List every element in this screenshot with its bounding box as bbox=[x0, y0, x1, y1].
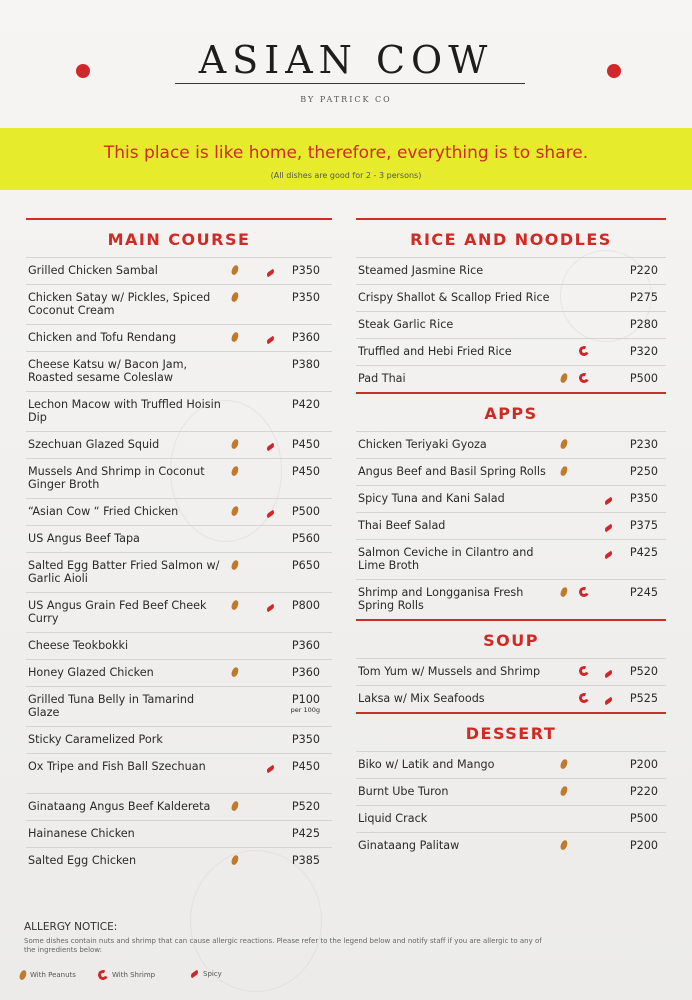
peanut-icon bbox=[561, 786, 567, 799]
menu-item-name: Chicken and Tofu Rendang bbox=[28, 331, 177, 344]
menu-item-price bbox=[260, 358, 320, 371]
menu-item-price-value: P220 bbox=[629, 785, 658, 798]
shrimp-icon bbox=[579, 587, 589, 600]
menu-item bbox=[26, 284, 332, 324]
menu-item-price-value: P250 bbox=[629, 465, 658, 478]
chili-icon bbox=[604, 666, 613, 679]
menu-item-name: Grilled Chicken Sambal bbox=[28, 264, 158, 277]
menu-item-price-value: P200 bbox=[629, 758, 658, 771]
menu-item-name: Salted Egg Batter Fried Salmon w/ Garlic Aioli bbox=[28, 559, 220, 585]
menu-item-price-value: P500 bbox=[629, 812, 658, 825]
menu-item-price bbox=[598, 345, 658, 358]
menu-item-name: “Asian Cow “ Fried Chicken bbox=[28, 505, 179, 518]
menu-item-price-value: P360 bbox=[291, 639, 320, 652]
menu-item bbox=[26, 659, 332, 686]
left-column bbox=[26, 218, 332, 874]
menu-item-name: Chicken Teriyaki Gyoza bbox=[358, 438, 487, 451]
rice-noodles-list bbox=[356, 257, 666, 392]
brand-title: ASIAN COW bbox=[198, 38, 494, 82]
menu-item-price-value: P320 bbox=[629, 345, 658, 358]
menu-item bbox=[356, 311, 666, 338]
legend-peanut-label: With Peanuts bbox=[30, 971, 76, 979]
peanut-icon bbox=[561, 840, 567, 853]
section-title-dessert: DESSERT bbox=[465, 724, 557, 743]
menu-item bbox=[356, 778, 666, 805]
shrimp-icon bbox=[579, 693, 589, 706]
menu-item-price-value: P650 bbox=[291, 559, 320, 572]
menu-item-price bbox=[260, 693, 320, 714]
menu-item-price-value: P380 bbox=[291, 358, 320, 371]
peanut-icon bbox=[232, 292, 238, 305]
menu-item-price-value: P350 bbox=[291, 291, 320, 304]
section-title-soup: SOUP bbox=[483, 631, 539, 650]
legend-shrimp bbox=[98, 970, 155, 980]
tagline: This place is like home, therefore, everything is to share. bbox=[103, 143, 589, 163]
menu-item-name: Lechon Macow with Truffled Hoisin Dip bbox=[28, 398, 221, 424]
menu-item-price bbox=[598, 785, 658, 798]
menu-item-price bbox=[598, 291, 658, 304]
menu-item bbox=[356, 805, 666, 832]
section-title-rice-noodles: RICE AND NOODLES bbox=[410, 230, 612, 249]
menu-item-name: Szechuan Glazed Squid bbox=[28, 438, 160, 451]
peanut-icon bbox=[232, 332, 238, 345]
legend-shrimp-label: With Shrimp bbox=[112, 971, 156, 979]
menu-item-price-value: P350 bbox=[291, 264, 320, 277]
menu-item-name: Cheese Katsu w/ Bacon Jam, Roasted sesame Coleslaw bbox=[28, 358, 188, 384]
menu-item-price bbox=[260, 639, 320, 652]
menu-item-name: Grilled Tuna Belly in Tamarind Glaze bbox=[28, 693, 195, 719]
menu-item-name: Honey Glazed Chicken bbox=[28, 666, 154, 679]
allergy-title: ALLERGY NOTICE: bbox=[24, 921, 118, 933]
shrimp-icon bbox=[579, 666, 589, 679]
menu-item-price-value: P560 bbox=[291, 532, 320, 545]
menu-item-name: Steamed Jasmine Rice bbox=[358, 264, 484, 277]
legend-spicy-label: Spicy bbox=[203, 970, 222, 978]
menu-item-price bbox=[260, 666, 320, 679]
menu-item bbox=[26, 686, 332, 726]
menu-item bbox=[356, 338, 666, 365]
menu-item-name: US Angus Beef Tapa bbox=[28, 532, 140, 545]
menu-item-price-value: P360 bbox=[291, 666, 320, 679]
menu-item bbox=[356, 539, 666, 579]
peanut-icon bbox=[18, 969, 27, 981]
menu-item-price bbox=[260, 733, 320, 746]
menu-item-price-value: P800 bbox=[291, 599, 320, 612]
menu-item bbox=[356, 579, 666, 619]
brand-underline bbox=[175, 83, 525, 84]
menu-item-name: Sticky Caramelized Pork bbox=[28, 733, 163, 746]
peanut-icon bbox=[232, 506, 238, 519]
menu-item-price-value: P230 bbox=[629, 438, 658, 451]
menu-item-name: Truffled and Hebi Fried Rice bbox=[358, 345, 512, 358]
menu-item-price-value: P520 bbox=[629, 665, 658, 678]
menu-item-name: Tom Yum w/ Mussels and Shrimp bbox=[358, 665, 541, 678]
peanut-icon bbox=[232, 439, 238, 452]
menu-item-price bbox=[260, 398, 320, 411]
menu-item bbox=[26, 324, 332, 351]
dessert-list bbox=[356, 751, 666, 859]
menu-item-price-value: P525 bbox=[629, 692, 658, 705]
menu-item-name: Cheese Teokbokki bbox=[28, 639, 129, 652]
menu-item bbox=[356, 485, 666, 512]
menu-item-name: Hainanese Chicken bbox=[28, 827, 135, 840]
legend-spicy bbox=[190, 970, 222, 978]
menu-item-name: Mussels And Shrimp in Coconut Ginger Broth bbox=[28, 465, 205, 491]
menu-item-name: Pad Thai bbox=[358, 372, 406, 385]
menu-item bbox=[26, 632, 332, 659]
peanut-icon bbox=[232, 801, 238, 814]
chili-icon bbox=[266, 761, 275, 774]
menu-item bbox=[26, 391, 332, 431]
menu-item-name: Crispy Shallot & Scallop Fried Rice bbox=[358, 291, 550, 304]
menu-item-price bbox=[260, 291, 320, 304]
menu-item-price-value: P275 bbox=[629, 291, 658, 304]
chili-icon bbox=[266, 439, 275, 452]
chili-icon bbox=[266, 600, 275, 613]
menu-item-name: Chicken Satay w/ Pickles, Spiced Coconut Cream bbox=[28, 291, 211, 317]
menu-item-price-value: P450 bbox=[291, 760, 320, 773]
menu-item-name: Salted Egg Chicken bbox=[28, 854, 137, 867]
menu-item-price-value: P420 bbox=[291, 398, 320, 411]
menu-item-price-value: P350 bbox=[291, 733, 320, 746]
shrimp-icon bbox=[579, 346, 589, 359]
section-title-main-course: MAIN COURSE bbox=[107, 230, 251, 249]
menu-item bbox=[26, 351, 332, 391]
menu-item-name: Spicy Tuna and Kani Salad bbox=[358, 492, 505, 505]
peanut-icon bbox=[561, 587, 567, 600]
menu-item-price bbox=[598, 758, 658, 771]
menu-item bbox=[356, 512, 666, 539]
menu-item bbox=[356, 685, 666, 712]
menu-item-price-value: P500 bbox=[291, 505, 320, 518]
menu-item-name: Ginataang Palitaw bbox=[358, 839, 460, 852]
menu-item-price-value: P280 bbox=[629, 318, 658, 331]
peanut-icon bbox=[561, 439, 567, 452]
peanut-icon bbox=[232, 600, 238, 613]
menu-item-name: Laksa w/ Mix Seafoods bbox=[358, 692, 485, 705]
menu-item bbox=[26, 847, 332, 874]
chili-icon bbox=[604, 547, 613, 560]
menu-item-price-value: P425 bbox=[629, 546, 658, 559]
menu-item-price-note: per 100g bbox=[290, 706, 320, 714]
menu-item bbox=[26, 458, 332, 498]
menu-item bbox=[26, 525, 332, 552]
menu-item-price-value: P100 bbox=[291, 693, 320, 706]
menu-item bbox=[356, 365, 666, 392]
menu-item-price-value: P425 bbox=[291, 827, 320, 840]
menu-item-price bbox=[598, 839, 658, 852]
chili-icon bbox=[190, 970, 200, 978]
menu-item-price bbox=[598, 438, 658, 451]
menu-item-price bbox=[260, 559, 320, 572]
peanut-icon bbox=[232, 667, 238, 680]
menu-item bbox=[26, 726, 332, 753]
menu-item bbox=[356, 257, 666, 284]
menu-item-price-value: P450 bbox=[291, 438, 320, 451]
serving-note: (All dishes are good for 2 - 3 persons) bbox=[270, 171, 422, 180]
peanut-icon bbox=[561, 373, 567, 386]
menu-item-price-value: P220 bbox=[629, 264, 658, 277]
menu-item-price-value: P385 bbox=[291, 854, 320, 867]
chili-icon bbox=[266, 332, 275, 345]
peanut-icon bbox=[561, 759, 567, 772]
menu-item-name: Biko w/ Latik and Mango bbox=[358, 758, 495, 771]
menu-item bbox=[356, 832, 666, 859]
menu-item bbox=[26, 498, 332, 525]
menu-item-price bbox=[598, 812, 658, 825]
menu-item-price-value: P200 bbox=[629, 839, 658, 852]
menu-item-price-value: P375 bbox=[629, 519, 658, 532]
menu-item-price bbox=[260, 532, 320, 545]
menu-item bbox=[26, 753, 332, 793]
menu-item-price bbox=[260, 800, 320, 813]
peanut-icon bbox=[232, 265, 238, 278]
shrimp-icon bbox=[579, 373, 589, 386]
menu-item-name: Salmon Ceviche in Cilantro and Lime Broth bbox=[358, 546, 534, 572]
chili-icon bbox=[266, 506, 275, 519]
menu-item bbox=[356, 458, 666, 485]
menu-item-name: Liquid Crack bbox=[358, 812, 428, 825]
menu-item-name: Shrimp and Longganisa Fresh Spring Rolls bbox=[358, 586, 524, 612]
menu-item-name: US Angus Grain Fed Beef Cheek Curry bbox=[28, 599, 207, 625]
menu-item-name: Ginataang Angus Beef Kaldereta bbox=[28, 800, 211, 813]
menu-item bbox=[356, 284, 666, 311]
menu-item-price bbox=[260, 854, 320, 867]
menu-item-name: Thai Beef Salad bbox=[358, 519, 446, 532]
chili-icon bbox=[604, 493, 613, 506]
allergy-text: Some dishes contain nuts and shrimp that can cause allergic reactions. Please refer to the legend below and notify staff if you are allergic to any of the ingredients below: bbox=[24, 937, 542, 954]
section-title-apps: APPS bbox=[484, 404, 538, 423]
menu-item-name: Burnt Ube Turon bbox=[358, 785, 449, 798]
chili-icon bbox=[266, 265, 275, 278]
menu-item bbox=[26, 257, 332, 284]
menu-item bbox=[356, 658, 666, 685]
apps-list bbox=[356, 431, 666, 619]
menu-item-price-value: P520 bbox=[291, 800, 320, 813]
menu-item-name: Ox Tripe and Fish Ball Szechuan bbox=[28, 760, 206, 773]
shrimp-icon bbox=[97, 969, 110, 982]
menu-item-price-value: P350 bbox=[629, 492, 658, 505]
menu-item-price-value: P450 bbox=[291, 465, 320, 478]
menu-item-price bbox=[598, 264, 658, 277]
menu-item-name: Steak Garlic Rice bbox=[358, 318, 454, 331]
chili-icon bbox=[604, 520, 613, 533]
menu-item bbox=[26, 552, 332, 592]
menu-item bbox=[356, 431, 666, 458]
soup-list bbox=[356, 658, 666, 712]
menu-item-price bbox=[598, 586, 658, 599]
menu-item bbox=[26, 820, 332, 847]
brand-byline: BY PATRICK CO bbox=[300, 95, 392, 104]
peanut-icon bbox=[232, 560, 238, 573]
menu-item-price bbox=[598, 372, 658, 385]
chili-icon bbox=[604, 693, 613, 706]
peanut-icon bbox=[232, 855, 238, 868]
menu-item-name: Angus Beef and Basil Spring Rolls bbox=[358, 465, 546, 478]
right-column bbox=[356, 218, 666, 859]
menu-item-price-value: P500 bbox=[629, 372, 658, 385]
peanut-icon bbox=[232, 466, 238, 479]
menu-item bbox=[356, 751, 666, 778]
menu-item-price bbox=[260, 827, 320, 840]
legend-peanut bbox=[20, 970, 76, 980]
peanut-icon bbox=[561, 466, 567, 479]
menu-item-price-value: P245 bbox=[629, 586, 658, 599]
menu-item bbox=[26, 793, 332, 820]
menu-item bbox=[26, 592, 332, 632]
menu-item-price-value: P360 bbox=[291, 331, 320, 344]
menu-item-price bbox=[260, 465, 320, 478]
menu-item-price bbox=[598, 465, 658, 478]
menu-item bbox=[26, 431, 332, 458]
main-course-list bbox=[26, 257, 332, 874]
menu-item-price bbox=[598, 318, 658, 331]
